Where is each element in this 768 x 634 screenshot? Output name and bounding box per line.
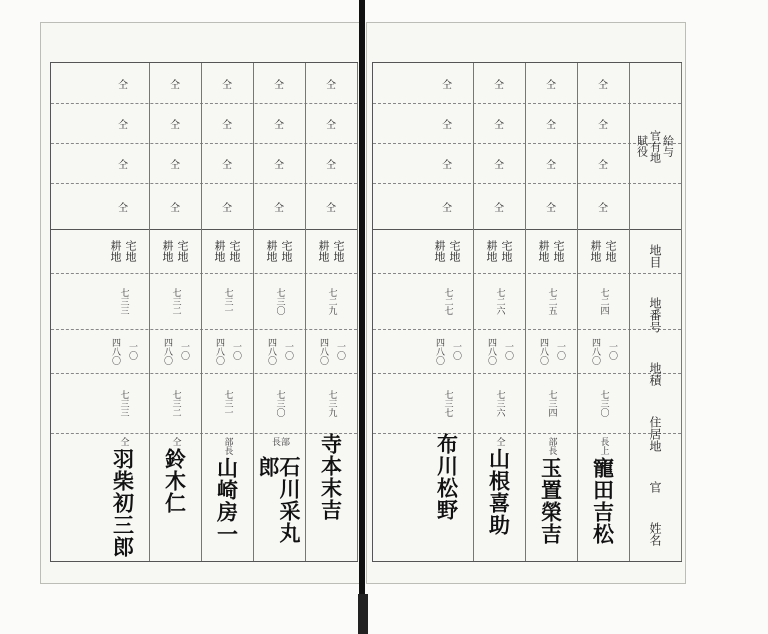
register-cell-area (421, 329, 473, 373)
ditto-mark: 仝 (222, 119, 232, 131)
register-cell-d4 (149, 183, 201, 229)
register-cell-area (305, 329, 357, 373)
land-type: 宅地 (280, 240, 293, 262)
header-category (629, 63, 681, 229)
ditto-mark: 仝 (274, 79, 284, 91)
land-type-alt: 耕地 (317, 240, 330, 262)
register-cell-d3 (201, 143, 253, 183)
ditto-mark: 仝 (274, 159, 284, 171)
resident-name: 石川采丸郎 (256, 456, 302, 545)
binding-clip (358, 594, 368, 634)
address-number: 七三〇 (274, 389, 285, 417)
register-cell-area (473, 329, 525, 373)
resident-name: 玉置榮吉 (538, 457, 564, 545)
land-type: 宅地 (228, 240, 241, 262)
resident-name: 山崎房一 (214, 457, 240, 545)
register-cell-d3 (421, 143, 473, 183)
land-area-alt: 四八〇 (318, 337, 328, 365)
register-cell-d1 (577, 63, 629, 103)
land-type: 宅地 (448, 240, 461, 262)
header-category-line: 賦役 (635, 135, 649, 157)
ditto-mark: 仝 (118, 159, 128, 171)
name-mark: 部長 (270, 437, 289, 446)
ditto-mark: 仝 (494, 159, 504, 171)
register-cell-landtype (421, 229, 473, 273)
register-cell-address (473, 373, 525, 433)
lot-number: 七二四 (598, 287, 609, 315)
register-cell-address (149, 373, 201, 433)
lot-number: 七二五 (546, 287, 557, 315)
ditto-mark: 仝 (222, 159, 232, 171)
register-cell-d1 (253, 63, 305, 103)
header-column-label: 地目 (648, 243, 662, 268)
register-cell-name (421, 433, 473, 561)
register-cell-d1 (473, 63, 525, 103)
register-cell-d2 (201, 103, 253, 143)
land-type-alt: 耕地 (485, 240, 498, 262)
name-mark: 部長 (222, 437, 233, 455)
resident-name: 鈴木仁 (162, 448, 188, 514)
register-cell-d1 (201, 63, 253, 103)
register-cell-d4 (473, 183, 525, 229)
register-cell-d1 (421, 63, 473, 103)
register-cell-lot (577, 273, 629, 329)
register-cell-d4 (201, 183, 253, 229)
register-cell-lot (421, 273, 473, 329)
land-area: 一〇 (503, 342, 513, 360)
register-cell-landtype (201, 229, 253, 273)
land-type: 宅地 (124, 240, 137, 262)
ditto-mark: 仝 (598, 202, 608, 214)
header-category-line: 給与 (661, 135, 675, 157)
register-cell-d2 (577, 103, 629, 143)
header-column-label: 官 (648, 480, 662, 493)
ditto-mark: 仝 (546, 159, 556, 171)
name-mark: 部長 (546, 437, 557, 455)
resident-name: 山根喜助 (486, 448, 512, 536)
register-cell-d4 (305, 183, 357, 229)
ditto-mark: 仝 (170, 159, 180, 171)
ditto-mark: 仝 (274, 119, 284, 131)
ditto-mark: 仝 (546, 119, 556, 131)
register-cell-address (421, 373, 473, 433)
lot-number: 七三〇 (274, 287, 285, 315)
lot-number: 七三二 (170, 287, 181, 315)
register-cell-d4 (421, 183, 473, 229)
register-cell-name (305, 433, 357, 561)
lot-number: 七二六 (494, 287, 505, 315)
register-cell-name (201, 433, 253, 561)
name-mark: 仝 (494, 437, 505, 446)
ditto-mark: 仝 (598, 159, 608, 171)
ditto-mark: 仝 (326, 202, 336, 214)
header-column-label: 姓名 (648, 522, 662, 547)
land-type: 宅地 (604, 240, 617, 262)
resident-name: 布川松野 (434, 433, 460, 521)
land-type: 宅地 (552, 240, 565, 262)
register-cell-address (97, 373, 149, 433)
register-cell-d4 (97, 183, 149, 229)
name-mark: 仝 (170, 437, 181, 446)
land-area: 一〇 (179, 342, 189, 360)
register-cell-name (97, 433, 149, 561)
lot-number: 七三一 (222, 287, 233, 315)
register-cell-lot (525, 273, 577, 329)
ditto-mark: 仝 (598, 119, 608, 131)
register-cell-d1 (525, 63, 577, 103)
ditto-mark: 仝 (170, 202, 180, 214)
ditto-mark: 仝 (170, 79, 180, 91)
ditto-mark: 仝 (118, 79, 128, 91)
register-cell-d2 (253, 103, 305, 143)
register-cell-name (149, 433, 201, 561)
register-cell-d4 (525, 183, 577, 229)
register-grid-right (372, 62, 682, 562)
register-cell-d3 (97, 143, 149, 183)
resident-name: 寵田吉松 (590, 457, 616, 545)
ditto-mark: 仝 (326, 119, 336, 131)
land-area-alt: 四八〇 (590, 337, 600, 365)
register-cell-d1 (149, 63, 201, 103)
land-type-alt: 耕地 (265, 240, 278, 262)
ditto-mark: 仝 (222, 202, 232, 214)
register-cell-address (525, 373, 577, 433)
register-cell-lot (149, 273, 201, 329)
land-type: 宅地 (332, 240, 345, 262)
address-number: 七三三 (118, 389, 129, 417)
land-area-alt: 四八〇 (110, 337, 120, 365)
ditto-mark: 仝 (442, 119, 452, 131)
register-cell-area (97, 329, 149, 373)
register-cell-d3 (577, 143, 629, 183)
binding-gutter (359, 0, 365, 634)
ditto-mark: 仝 (326, 79, 336, 91)
register-cell-lot (253, 273, 305, 329)
address-number: 七三九 (326, 389, 337, 417)
land-type-alt: 耕地 (589, 240, 602, 262)
register-cell-address (201, 373, 253, 433)
land-area: 一〇 (451, 342, 461, 360)
register-cell-landtype (97, 229, 149, 273)
register-cell-area (149, 329, 201, 373)
land-type-alt: 耕地 (161, 240, 174, 262)
resident-name: 寺本末吉 (318, 433, 344, 521)
land-area: 一〇 (127, 342, 137, 360)
register-cell-address (577, 373, 629, 433)
lot-number: 七二九 (326, 287, 337, 315)
register-cell-landtype (149, 229, 201, 273)
address-number: 七三六 (494, 389, 505, 417)
address-number: 七三〇 (598, 389, 609, 417)
header-column-label: 住居地 (648, 415, 662, 452)
register-cell-landtype (473, 229, 525, 273)
register-cell-name (577, 433, 629, 561)
land-area-alt: 四八〇 (486, 337, 496, 365)
register-cell-lot (97, 273, 149, 329)
name-mark: 仝 (118, 437, 129, 446)
land-type: 宅地 (500, 240, 513, 262)
register-cell-landtype (253, 229, 305, 273)
address-number: 七三二 (170, 389, 181, 417)
register-cell-landtype (305, 229, 357, 273)
register-cell-name (253, 433, 305, 561)
register-cell-d2 (421, 103, 473, 143)
land-area-alt: 四八〇 (538, 337, 548, 365)
register-cell-area (253, 329, 305, 373)
header-category-line: 官有地 (648, 129, 662, 163)
land-area: 一〇 (231, 342, 241, 360)
ditto-mark: 仝 (494, 79, 504, 91)
register-cell-d2 (149, 103, 201, 143)
register-cell-lot (305, 273, 357, 329)
register-cell-lot (201, 273, 253, 329)
register-cell-d3 (525, 143, 577, 183)
register-cell-landtype (577, 229, 629, 273)
register-cell-d2 (305, 103, 357, 143)
land-type-alt: 耕地 (537, 240, 550, 262)
ditto-mark: 仝 (546, 79, 556, 91)
register-cell-d3 (473, 143, 525, 183)
header-column-labels (629, 229, 681, 561)
land-area-alt: 四八〇 (266, 337, 276, 365)
land-area: 一〇 (555, 342, 565, 360)
lot-number: 七三三 (118, 287, 129, 315)
register-cell-d2 (473, 103, 525, 143)
register-cell-area (525, 329, 577, 373)
register-cell-d4 (253, 183, 305, 229)
register-cell-d1 (305, 63, 357, 103)
ditto-mark: 仝 (494, 119, 504, 131)
ditto-mark: 仝 (274, 202, 284, 214)
register-cell-d2 (97, 103, 149, 143)
land-area-alt: 四八〇 (434, 337, 444, 365)
register-cell-d1 (97, 63, 149, 103)
register-cell-name (525, 433, 577, 561)
address-number: 七三七 (442, 389, 453, 417)
register-cell-name (473, 433, 525, 561)
land-type: 宅地 (176, 240, 189, 262)
register-cell-d3 (149, 143, 201, 183)
ditto-mark: 仝 (118, 202, 128, 214)
land-type-alt: 耕地 (433, 240, 446, 262)
register-cell-address (305, 373, 357, 433)
register-grid-left (50, 62, 358, 562)
header-column-label: 地番号 (648, 296, 662, 333)
land-area-alt: 四八〇 (214, 337, 224, 365)
header-column-label: 地積 (648, 362, 662, 387)
ditto-mark: 仝 (118, 119, 128, 131)
land-area: 一〇 (335, 342, 345, 360)
register-cell-address (253, 373, 305, 433)
ditto-mark: 仝 (598, 79, 608, 91)
ditto-mark: 仝 (222, 79, 232, 91)
register-cell-d3 (305, 143, 357, 183)
address-number: 七三一 (222, 389, 233, 417)
address-number: 七三四 (546, 389, 557, 417)
lot-number: 七二七 (442, 287, 453, 315)
land-area: 一〇 (283, 342, 293, 360)
ditto-mark: 仝 (494, 202, 504, 214)
register-cell-area (201, 329, 253, 373)
land-type-alt: 耕地 (109, 240, 122, 262)
land-area: 一〇 (607, 342, 617, 360)
register-cell-landtype (525, 229, 577, 273)
register-cell-lot (473, 273, 525, 329)
register-cell-area (577, 329, 629, 373)
resident-name: 羽柴初三郎 (110, 448, 136, 558)
register-cell-d4 (577, 183, 629, 229)
ditto-mark: 仝 (442, 202, 452, 214)
land-type-alt: 耕地 (213, 240, 226, 262)
name-mark: 長上 (598, 437, 609, 455)
ditto-mark: 仝 (170, 119, 180, 131)
ditto-mark: 仝 (442, 79, 452, 91)
ditto-mark: 仝 (546, 202, 556, 214)
register-cell-d2 (525, 103, 577, 143)
ditto-mark: 仝 (442, 159, 452, 171)
land-area-alt: 四八〇 (162, 337, 172, 365)
register-cell-d3 (253, 143, 305, 183)
ditto-mark: 仝 (326, 159, 336, 171)
